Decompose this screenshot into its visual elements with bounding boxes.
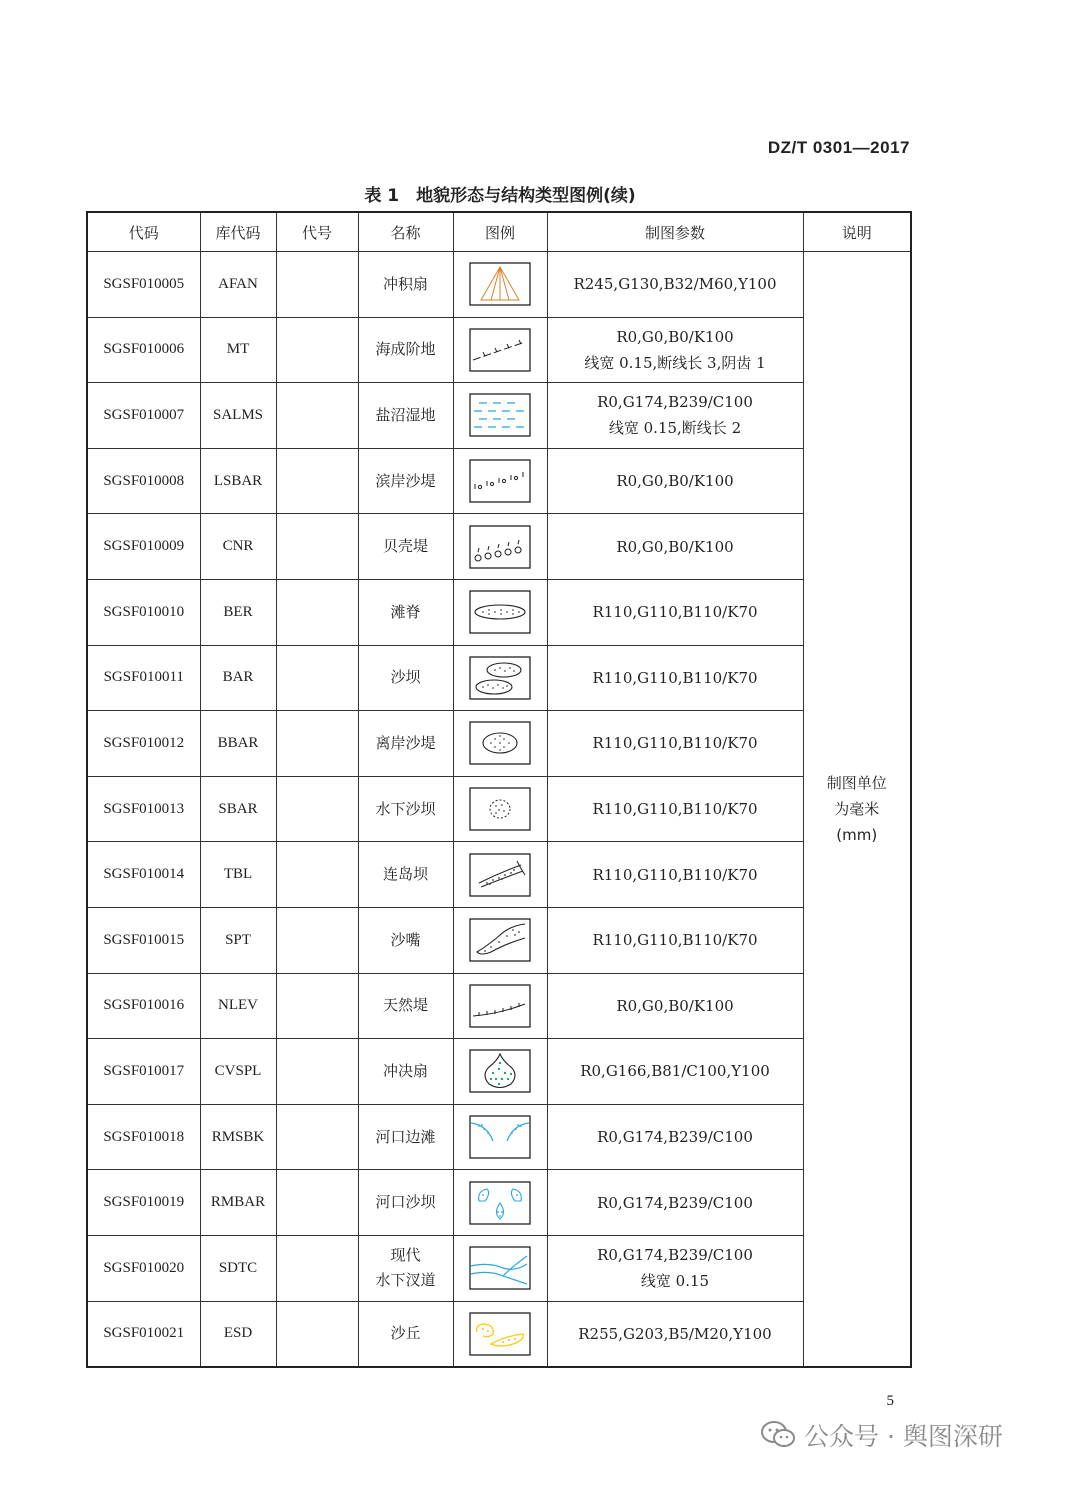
params-line: R0,G0,B0/K100	[616, 537, 734, 556]
row-symbol	[276, 514, 358, 580]
row-name: 贝壳堤	[358, 514, 453, 580]
row-lib-code: SPT	[200, 907, 276, 973]
row-legend	[453, 1235, 547, 1301]
row-legend	[453, 514, 547, 580]
alluvial-fan-icon	[469, 262, 531, 306]
row-params	[547, 579, 803, 645]
row-params	[547, 776, 803, 842]
page-number: 5	[886, 1393, 894, 1409]
table-row	[87, 1235, 911, 1301]
row-params	[547, 711, 803, 777]
row-legend	[453, 1039, 547, 1105]
table-header-row	[87, 212, 911, 252]
watermark-text: 公众号 · 舆图深研	[804, 1422, 1003, 1451]
name-line: 现代	[390, 1246, 421, 1265]
note-cell	[803, 252, 911, 1368]
row-legend	[453, 383, 547, 449]
params-line: R0,G174,B239/C100	[597, 1246, 753, 1265]
params-line: R0,G174,B239/C100	[597, 1128, 753, 1147]
row-params	[547, 907, 803, 973]
row-lib-code: BER	[200, 579, 276, 645]
natural-levee-icon	[469, 984, 531, 1028]
row-code: SGSF010011	[87, 645, 200, 711]
table-row	[87, 907, 911, 973]
row-name: 海成阶地	[358, 317, 453, 383]
row-legend	[453, 776, 547, 842]
row-symbol	[276, 973, 358, 1039]
row-name: 连岛坝	[358, 842, 453, 908]
row-params	[547, 973, 803, 1039]
table-row	[87, 448, 911, 514]
row-symbol	[276, 1235, 358, 1301]
row-name: 盐沼湿地	[358, 383, 453, 449]
row-lib-code: AFAN	[200, 252, 276, 318]
row-legend	[453, 252, 547, 318]
row-lib-code: LSBAR	[200, 448, 276, 514]
beach-ridge-icon	[469, 590, 531, 634]
row-symbol	[276, 1301, 358, 1367]
row-code: SGSF010012	[87, 711, 200, 777]
row-code: SGSF010008	[87, 448, 200, 514]
row-code: SGSF010018	[87, 1104, 200, 1170]
row-symbol	[276, 317, 358, 383]
row-params	[547, 1235, 803, 1301]
row-code: SGSF010005	[87, 252, 200, 318]
row-legend	[453, 907, 547, 973]
row-name: 离岸沙堤	[358, 711, 453, 777]
wechat-icon	[760, 1420, 796, 1450]
row-code: SGSF010013	[87, 776, 200, 842]
row-params	[547, 1301, 803, 1367]
params-line: R0,G0,B0/K100	[616, 327, 734, 346]
row-lib-code: SALMS	[200, 383, 276, 449]
row-name: 沙丘	[358, 1301, 453, 1367]
column-header-lib-code: 库代码	[200, 212, 276, 252]
name-line-2: 水下汊道	[375, 1271, 436, 1290]
params-line: R110,G110,B110/K70	[592, 800, 758, 819]
row-name: 河口边滩	[358, 1104, 453, 1170]
params-line: R110,G110,B110/K70	[592, 931, 758, 950]
row-symbol	[276, 1039, 358, 1105]
row-legend	[453, 973, 547, 1039]
row-lib-code: ESD	[200, 1301, 276, 1367]
row-code: SGSF010007	[87, 383, 200, 449]
table-row	[87, 579, 911, 645]
column-header-legend: 图例	[453, 212, 547, 252]
row-symbol	[276, 842, 358, 908]
params-line: R110,G110,B110/K70	[592, 668, 758, 687]
row-name: 冲积扇	[358, 252, 453, 318]
row-name	[358, 1235, 453, 1301]
row-legend	[453, 645, 547, 711]
table-row	[87, 1170, 911, 1236]
row-lib-code: RMSBK	[200, 1104, 276, 1170]
row-code: SGSF010019	[87, 1170, 200, 1236]
row-symbol	[276, 448, 358, 514]
params-line: R0,G174,B239/C100	[597, 393, 753, 412]
row-code: SGSF010009	[87, 514, 200, 580]
row-name: 滩脊	[358, 579, 453, 645]
row-params	[547, 1170, 803, 1236]
row-params	[547, 317, 803, 383]
river-mouth-shoal-icon	[469, 1115, 531, 1159]
row-legend	[453, 711, 547, 777]
params-line: R255,G203,B5/M20,Y100	[578, 1324, 772, 1343]
row-params	[547, 448, 803, 514]
table-row	[87, 776, 911, 842]
row-legend	[453, 579, 547, 645]
submarine-bar-icon	[469, 787, 531, 831]
row-lib-code: BBAR	[200, 711, 276, 777]
row-symbol	[276, 252, 358, 318]
sand-spit-icon	[469, 918, 531, 962]
row-name: 冲决扇	[358, 1039, 453, 1105]
params-line: R110,G110,B110/K70	[592, 865, 758, 884]
params-line: R0,G174,B239/C100	[597, 1193, 753, 1212]
column-header-note: 说明	[803, 212, 911, 252]
salt-marsh-icon	[469, 393, 531, 437]
row-symbol	[276, 711, 358, 777]
row-lib-code: BAR	[200, 645, 276, 711]
table-row	[87, 973, 911, 1039]
row-lib-code: CVSPL	[200, 1039, 276, 1105]
params-line: R0,G0,B0/K100	[616, 472, 734, 491]
table-row	[87, 842, 911, 908]
legend-table	[86, 211, 912, 1368]
row-lib-code: SBAR	[200, 776, 276, 842]
row-lib-code: SDTC	[200, 1235, 276, 1301]
beach-sand-ridge-icon	[469, 459, 531, 503]
row-params	[547, 1104, 803, 1170]
row-legend	[453, 1104, 547, 1170]
table-row	[87, 645, 911, 711]
column-header-code: 代码	[87, 212, 200, 252]
row-params	[547, 514, 803, 580]
row-symbol	[276, 645, 358, 711]
row-name: 沙嘴	[358, 907, 453, 973]
row-params	[547, 383, 803, 449]
river-mouth-bar-icon	[469, 1181, 531, 1225]
table-row	[87, 317, 911, 383]
row-code: SGSF010020	[87, 1235, 200, 1301]
row-symbol	[276, 1104, 358, 1170]
row-legend	[453, 448, 547, 514]
table-row	[87, 711, 911, 777]
marine-terrace-icon	[469, 328, 531, 372]
params-line: R0,G166,B81/C100,Y100	[580, 1062, 770, 1081]
row-symbol	[276, 776, 358, 842]
crevasse-splay-icon	[469, 1049, 531, 1093]
table-row	[87, 514, 911, 580]
row-code: SGSF010015	[87, 907, 200, 973]
column-header-params: 制图参数	[547, 212, 803, 252]
submarine-channel-icon	[469, 1246, 531, 1290]
params-line: R110,G110,B110/K70	[592, 603, 758, 622]
standard-code: DZ/T 0301—2017	[767, 138, 910, 157]
row-lib-code: MT	[200, 317, 276, 383]
row-code: SGSF010021	[87, 1301, 200, 1367]
params-line: R245,G130,B32/M60,Y100	[573, 275, 777, 294]
row-symbol	[276, 907, 358, 973]
offshore-bar-icon	[469, 721, 531, 765]
column-header-name: 名称	[358, 212, 453, 252]
sand-dune-icon	[469, 1312, 531, 1356]
params-line: R0,G0,B0/K100	[616, 996, 734, 1015]
column-header-symbol: 代号	[276, 212, 358, 252]
row-code: SGSF010017	[87, 1039, 200, 1105]
row-symbol	[276, 383, 358, 449]
table-row	[87, 383, 911, 449]
params-line-2: 线宽 0.15,断线长 2	[608, 419, 742, 438]
row-params	[547, 645, 803, 711]
row-legend	[453, 1170, 547, 1236]
row-code: SGSF010006	[87, 317, 200, 383]
shell-ridge-icon	[469, 525, 531, 569]
row-symbol	[276, 1170, 358, 1236]
sand-bar-icon	[469, 656, 531, 700]
row-name: 沙坝	[358, 645, 453, 711]
tombolo-icon	[469, 853, 531, 897]
row-symbol	[276, 579, 358, 645]
watermark	[760, 1418, 1003, 1452]
row-legend	[453, 1301, 547, 1367]
row-params	[547, 252, 803, 318]
params-line-2: 线宽 0.15	[640, 1272, 710, 1291]
row-lib-code: NLEV	[200, 973, 276, 1039]
table-row	[87, 1301, 911, 1367]
table-row	[87, 252, 911, 318]
table-row	[87, 1104, 911, 1170]
row-name: 滨岸沙堤	[358, 448, 453, 514]
row-legend	[453, 842, 547, 908]
row-name: 天然堤	[358, 973, 453, 1039]
row-name: 河口沙坝	[358, 1170, 453, 1236]
table-row	[87, 1039, 911, 1105]
row-lib-code: CNR	[200, 514, 276, 580]
row-lib-code: RMBAR	[200, 1170, 276, 1236]
row-params	[547, 842, 803, 908]
row-code: SGSF010010	[87, 579, 200, 645]
row-code: SGSF010014	[87, 842, 200, 908]
row-name: 水下沙坝	[358, 776, 453, 842]
row-legend	[453, 317, 547, 383]
note-text: 制图单位为毫米(mm)	[826, 774, 887, 845]
row-lib-code: TBL	[200, 842, 276, 908]
table-title: 表 1 地貌形态与结构类型图例(续)	[364, 186, 636, 206]
params-line-2: 线宽 0.15,断线长 3,阴齿 1	[584, 353, 766, 372]
row-params	[547, 1039, 803, 1105]
params-line: R110,G110,B110/K70	[592, 734, 758, 753]
row-code: SGSF010016	[87, 973, 200, 1039]
